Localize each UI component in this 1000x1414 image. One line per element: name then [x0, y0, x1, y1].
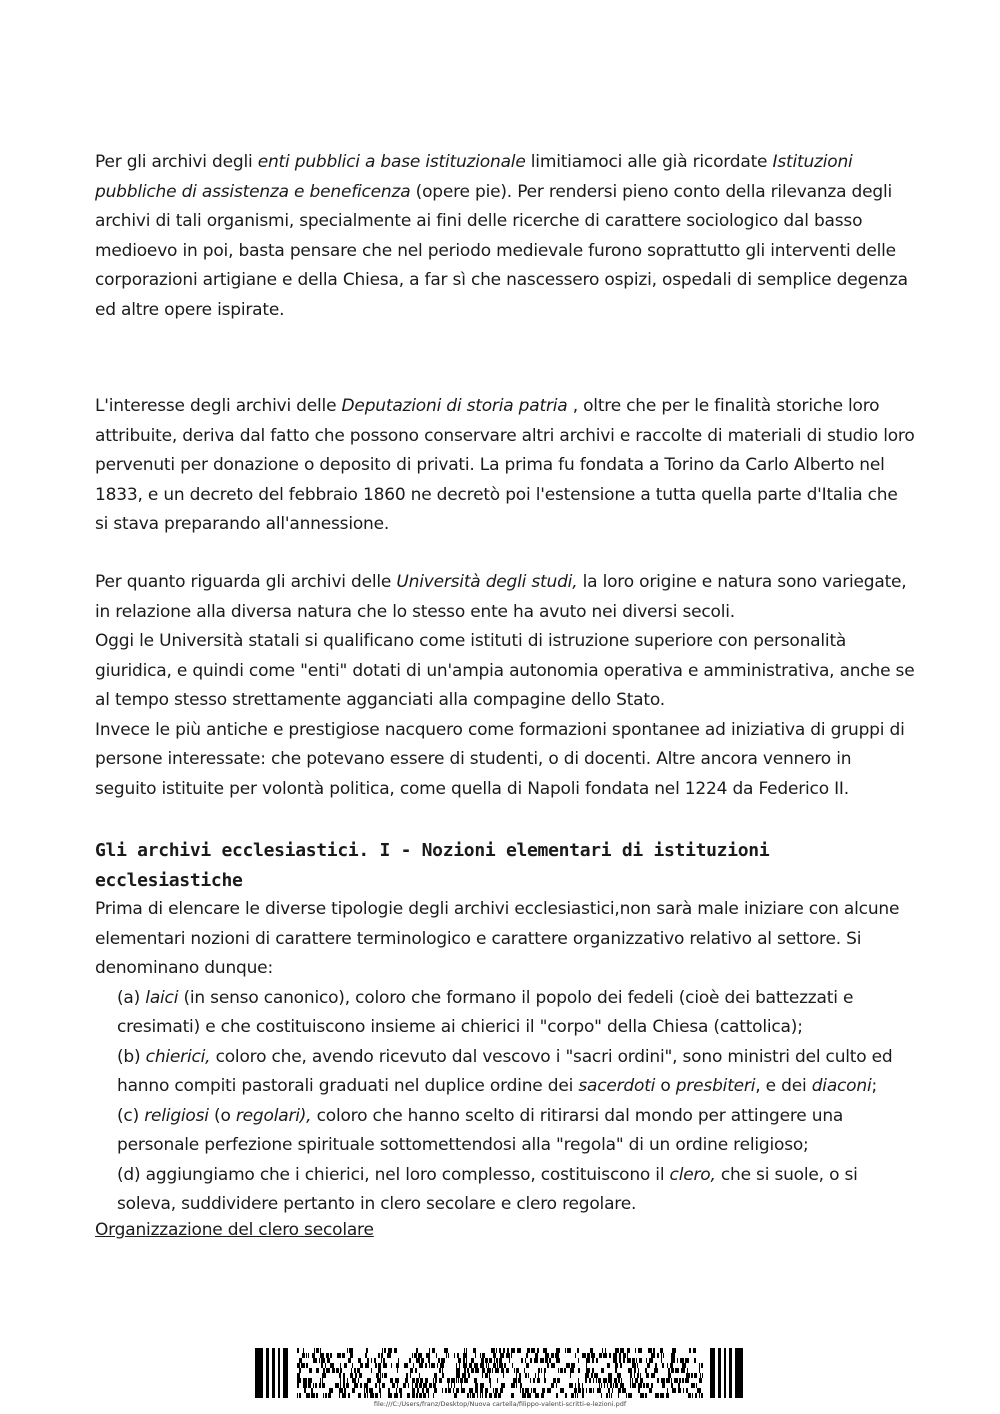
- italic-run: Deputazioni di storia patria: [341, 396, 568, 416]
- text-run: la loro origine e natura sono variegate, in relazione alla diversa natura che lo stesso ente ha avuto nei diversi secoli.: [95, 572, 907, 622]
- italic-run: clero,: [669, 1164, 716, 1185]
- paragraph-enti-pubblici: [95, 148, 915, 325]
- text-run: o: [655, 1076, 676, 1096]
- italic-run: diaconi: [811, 1076, 872, 1096]
- italic-run: laici: [145, 987, 179, 1008]
- list-item-c: [95, 1102, 915, 1161]
- text-run: ;: [871, 1076, 878, 1096]
- italic-run: regolari),: [235, 1105, 312, 1126]
- text-run: coloro che, avendo ricevuto dal vescovo i "sacri ordini", sono ministri del culto ed hanno compiti pastorali graduati nel duplice ordine dei: [117, 1046, 893, 1096]
- subsection-heading: [95, 1216, 915, 1246]
- text-run: , oltre che per le finalità storiche loro attribuite, deriva dal fatto che possono conservare altri archivi e raccolte di materiali di studio loro pervenuti per donazione o deposito di privati. La prima fu fondata a Torino da Carlo Alberto nel 1833, e un decreto del febbraio 1860 ne decretò poi l'estensione a tutta quella parte d'Italia che si stava preparando all'annessione.: [95, 396, 915, 534]
- italic-run: presbiteri: [675, 1076, 756, 1096]
- text-run: (in senso canonico), coloro che formano il popolo dei fedeli (cioè dei battezzati e cresimati) e che costituiscono insieme ai chierici il "corpo" della Chiesa (cattolica);: [117, 987, 854, 1037]
- list-marker: (d): [117, 1164, 146, 1185]
- italic-run: enti pubblici a base istituzionale: [257, 152, 526, 172]
- text-run: che si suole, o si soleva, suddividere pertanto in clero secolare e clero regolare.: [117, 1164, 858, 1214]
- italic-run: Istituzioni pubbliche di assistenza e beneficenza: [95, 152, 853, 202]
- text-run: L'interesse degli archivi delle: [95, 396, 342, 416]
- text-run: (o: [208, 1105, 236, 1126]
- subsection-title: Organizzazione del clero secolare: [95, 1220, 374, 1240]
- list-item-d: [95, 1161, 915, 1220]
- italic-run: Università degli studi,: [396, 572, 578, 592]
- list-item-b: [95, 1043, 915, 1102]
- list-marker: (c): [117, 1105, 145, 1126]
- italic-run: religiosi: [144, 1105, 209, 1126]
- text-run: limitiamoci alle già ricordate: [525, 152, 773, 172]
- list-item-a: [95, 984, 915, 1043]
- text-line: Oggi le Università statali si qualificano come istituti di istruzione superiore con personalità giuridica, e quindi come "enti" dotati di un'ampia autonomia operativa e amministrativa, anche se al tempo stesso strettamente agganciati alla compagine dello Stato.: [95, 631, 915, 710]
- section-heading: Gli archivi ecclesiastici. I - Nozioni elementari di istituzioni ecclesiastiche: [95, 840, 770, 891]
- section-archivi-ecclesiastici: [95, 836, 915, 1220]
- text-run: , e dei: [755, 1076, 812, 1096]
- list-marker: (b): [117, 1046, 146, 1067]
- paragraph-universita: [95, 568, 915, 804]
- paragraph-deputazioni: [95, 392, 915, 540]
- text-run: Per quanto riguarda gli archivi delle: [95, 572, 397, 592]
- barcode-icon: [255, 1348, 745, 1398]
- text-run: Per gli archivi degli: [95, 152, 258, 172]
- text-run: (opere pie). Per rendersi pieno conto della rilevanza degli archivi di tali organismi, specialmente ai fini delle ricerche di carattere sociologico dal basso medioevo in poi, basta pensare che nel periodo medievale furono soprattutto gli interventi delle corporazioni artigiane e della Chiesa, a far sì che nascessero ospizi, ospedali di semplice degenza ed altre opere ispirate.: [95, 181, 908, 320]
- list-marker: (a): [117, 987, 146, 1008]
- italic-run: chierici,: [145, 1046, 211, 1067]
- footer-file-path: file:///C:/Users/franz/Desktop/Nuova cartella/filippo-valenti-scritti-e-lezioni.pdf: [373, 1400, 627, 1408]
- text-run: aggiungiamo che i chierici, nel loro complesso, costituiscono il: [145, 1164, 670, 1185]
- italic-run: sacerdoti: [578, 1076, 656, 1096]
- text-run: coloro che hanno scelto di ritirarsi dal mondo per attingere una personale perfezione spirituale sottomettendosi alla "regola" di un ordine religioso;: [117, 1105, 844, 1155]
- text-line: Invece le più antiche e prestigiose nacquero come formazioni spontanee ad iniziativa di gruppi di persone interessate: che potevano essere di studenti, o di docenti. Altre ancora vennero in seguito istituite per volontà politica, come quella di Napoli fondata nel 1224 da Federico II.: [95, 719, 905, 799]
- section-intro: Prima di elencare le diverse tipologie degli archivi ecclesiastici,non sarà male iniziare con alcune elementari nozioni di carattere terminologico e carattere organizzativo relativo al settore. Si denominano dunque:: [95, 899, 900, 978]
